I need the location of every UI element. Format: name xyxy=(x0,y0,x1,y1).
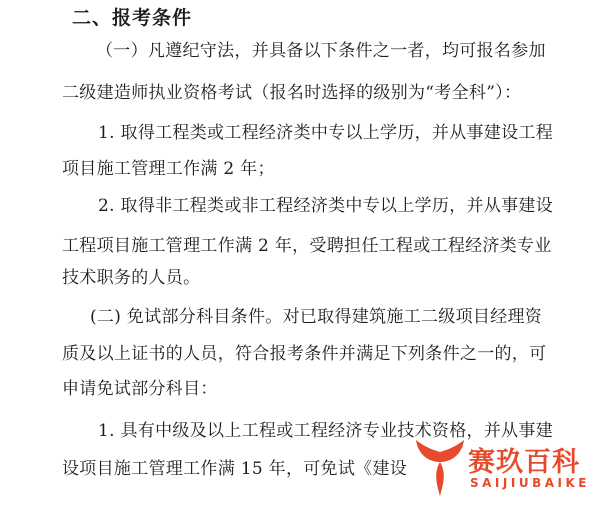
whale-tail-icon xyxy=(412,436,468,500)
text-line: 项目施工管理工作满 2 年； xyxy=(62,159,275,179)
text-line: （一）凡遵纪守法，并具备以下条件之一者，均可报名参加 xyxy=(96,41,546,61)
text-line: (二) 免试部分科目条件。对已取得建筑施工二级项目经理资 xyxy=(90,307,543,327)
watermark-name: 赛玖百科 xyxy=(468,447,580,478)
text-line: 二级建造师执业资格考试（报名时选择的级别为“考全科”）： xyxy=(62,83,522,103)
section-heading: 二、报考条件 xyxy=(72,7,193,29)
text-line: 2. 取得非工程类或非工程经济类中专以上学历，并从事建设 xyxy=(98,196,554,216)
text-line: 质及以上证书的人员，符合报考条件并满足下列条件之一的，可 xyxy=(62,344,547,364)
watermark xyxy=(410,434,600,506)
text-line: 申请免试部分科目： xyxy=(62,379,218,399)
text-line: 1. 具有中级及以上工程或工程经济专业技术资格，并从事建 xyxy=(98,421,554,441)
text-line: 技术职务的人员。 xyxy=(62,268,201,288)
text-line: 1. 取得工程类或工程经济类中专以上学历，并从事建设工程 xyxy=(98,123,554,143)
watermark-pinyin: SAIJIUBAIKE xyxy=(470,476,590,490)
text-line: 工程项目施工管理工作满 2 年，受聘担任工程或工程经济类专业 xyxy=(62,236,552,256)
text-line: 设项目施工管理工作满 15 年，可免试《建设 xyxy=(62,459,408,479)
